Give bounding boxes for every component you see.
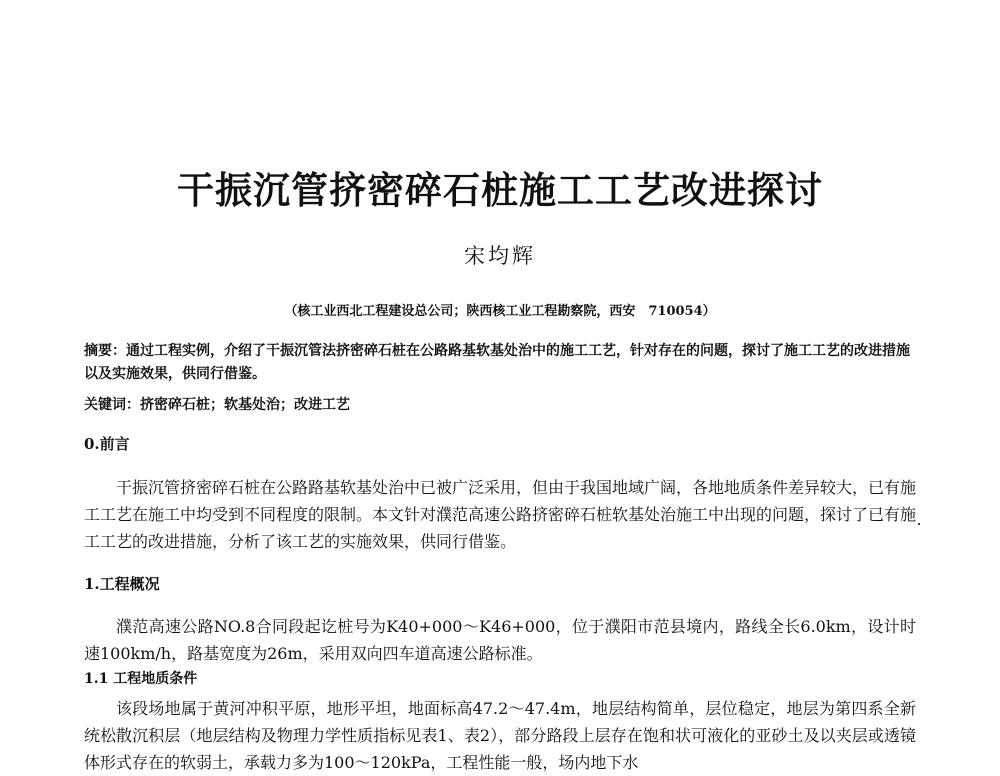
author-name: 宋均辉 xyxy=(464,244,536,268)
preface-paragraph: 干振沉管挤密碎石桩在公路路基软基处治中已被广泛采用，但由于我国地域广阔，各地地质条件差异较大，已有施工工艺在施工中均受到不同程度的限制。本文针对濮范高速公路挤密碎石桩软基处治施工中出现的问题，探讨了已有施工工艺的改进措施，分析了该工艺的实施效果，供同行借鉴。 xyxy=(84,478,917,551)
affiliation: （核工业西北工程建设总公司；陕西核工业工程勘察院，西安 710054） xyxy=(284,304,716,319)
scan-speck xyxy=(918,523,920,525)
section-heading-overview: 1.工程概况 xyxy=(84,575,160,593)
keywords-label: 关键词： xyxy=(84,397,140,413)
geology-paragraph: 该段场地属于黄河冲积平原，地形平坦，地面标高47.2～47.4m，地层结构简单，层位稳定，地层为第四系全新统松散沉积层（地层结构及物理力学性质指标见表1、表2），部分路段上层存在饱和状可液化的亚砂土及以夹层或透镜体形式存在的软弱土，承载力多为100～120kPa，工程性能一般，场内地下水 xyxy=(84,699,916,772)
abstract xyxy=(84,340,916,386)
section-heading-preface: 0.前言 xyxy=(84,435,130,453)
keywords-text: 挤密碎石桩；软基处治；改进工艺 xyxy=(140,397,350,413)
paper-title: 干振沉管挤密碎石桩施工工艺改进探讨 xyxy=(177,169,823,212)
abstract-label: 摘要： xyxy=(84,343,126,359)
subsection-heading-geology: 1.1 工程地质条件 xyxy=(84,671,198,687)
keywords xyxy=(84,394,916,417)
abstract-text: 通过工程实例，介绍了干振沉管法挤密碎石桩在公路路基软基处治中的施工工艺，针对存在的问题，探讨了施工工艺的改进措施以及实施效果，供同行借鉴。 xyxy=(84,343,910,382)
overview-paragraph: 濮范高速公路NO.8合同段起讫桩号为K40+000～K46+000，位于濮阳市范县境内，路线全长6.0km，设计时速100km/h，路基宽度为26m，采用双向四车道高速公路标准。 xyxy=(84,617,916,663)
